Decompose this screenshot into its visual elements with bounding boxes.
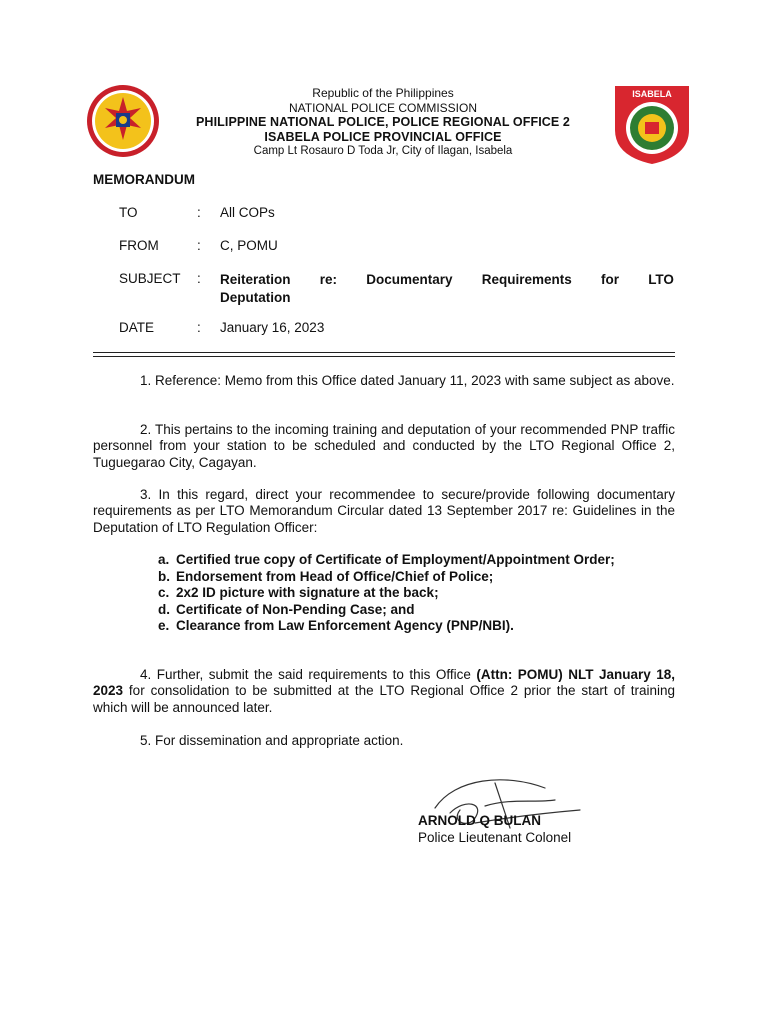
from-value: C, POMU: [220, 238, 278, 253]
subject-word: for: [600, 272, 619, 287]
paragraph-4-deadline: (Attn: POMU) NLT January 18, 2023: [93, 667, 675, 699]
subject-word: Reiteration: [220, 272, 291, 287]
to-colon: :: [197, 205, 201, 220]
letterhead-republic: Republic of the Philippines: [312, 86, 454, 100]
subject-value: [220, 271, 675, 307]
list-item: [158, 569, 675, 586]
list-item-letter: e.: [158, 618, 170, 633]
pnp-seal-logo: [86, 84, 160, 158]
header-divider-top: [93, 352, 675, 353]
list-item: [158, 602, 675, 619]
from-colon: :: [197, 238, 201, 253]
memo-title: MEMORANDUM: [93, 172, 195, 187]
paragraph-4-end: for consolidation to be submitted at the LTO Regional Office 2 prior the start of training which will be announced later.: [93, 683, 675, 715]
from-label: FROM: [119, 238, 159, 253]
subject-label: SUBJECT: [119, 271, 181, 286]
subject-word: Documentary: [366, 272, 453, 287]
list-item: [158, 618, 675, 635]
subject-word: Requirements: [481, 272, 572, 287]
requirements-list: [158, 552, 675, 635]
paragraph-2: 2. This pertains to the incoming training and deputation of your recommended PNP traffic personnel from your station to be scheduled and conducted by the LTO Regional Office 2, Tuguegarao City, Cagayan.: [93, 422, 675, 470]
list-item-text: 2x2 ID picture with signature at the back;: [176, 585, 439, 600]
paragraph-3: 3. In this regard, direct your recommendee to secure/provide following documentary requirements as per LTO Memorandum Circular dated 13 September 2017 re: Guidelines in the Deputation of LTO Regulation Officer:: [93, 487, 675, 535]
paragraph-4: [93, 667, 675, 716]
isabela-ppo-logo: [613, 84, 691, 166]
date-label: DATE: [119, 320, 155, 335]
list-item-text: Clearance from Law Enforcement Agency (PNP/NBI).: [176, 618, 514, 633]
paragraph-1: 1. Reference: Memo from this Office dated January 11, 2023 with same subject as above.: [140, 373, 675, 388]
to-label: TO: [119, 205, 138, 220]
to-value: All COPs: [220, 205, 275, 220]
list-item-letter: d.: [158, 601, 170, 617]
list-item: [158, 585, 675, 602]
date-colon: :: [197, 320, 201, 335]
header-divider-bottom: [93, 356, 675, 357]
signatory-rank: Police Lieutenant Colonel: [418, 830, 572, 845]
letterhead-address: Camp Lt Rosauro D Toda Jr, City of Ilagan, Isabela: [253, 145, 513, 157]
subject-word: re:: [319, 272, 337, 287]
letterhead: [160, 86, 606, 159]
isabela-banner-text: ISABELA: [632, 89, 672, 99]
signatory-name: ARNOLD Q BULAN: [418, 813, 541, 828]
date-value: January 16, 2023: [220, 320, 325, 335]
subject-line-2: Deputation: [220, 290, 291, 305]
list-item-letter: c.: [158, 585, 170, 600]
list-item-text: Certified true copy of Certificate of Employment/Appointment Order;: [176, 552, 615, 567]
list-item-letter: a.: [158, 552, 170, 567]
list-item-text: Endorsement from Head of Office/Chief of Police;: [176, 568, 494, 584]
list-item-letter: b.: [158, 568, 170, 584]
letterhead-commission: NATIONAL POLICE COMMISSION: [288, 100, 478, 115]
subject-word: LTO: [648, 272, 674, 287]
paragraph-5: 5. For dissemination and appropriate action.: [140, 733, 404, 748]
list-item: [158, 552, 675, 569]
subject-colon: :: [197, 271, 201, 286]
letterhead-regional-office: PHILIPPINE NATIONAL POLICE, POLICE REGIONAL OFFICE 2: [196, 115, 570, 129]
subject-line-1: [220, 271, 674, 289]
letterhead-provincial-office: ISABELA POLICE PROVINCIAL OFFICE: [264, 129, 502, 144]
paragraph-4-start: 4. Further, submit the said requirements to this Office: [140, 667, 477, 682]
list-item-text: Certificate of Non-Pending Case; and: [176, 601, 415, 617]
